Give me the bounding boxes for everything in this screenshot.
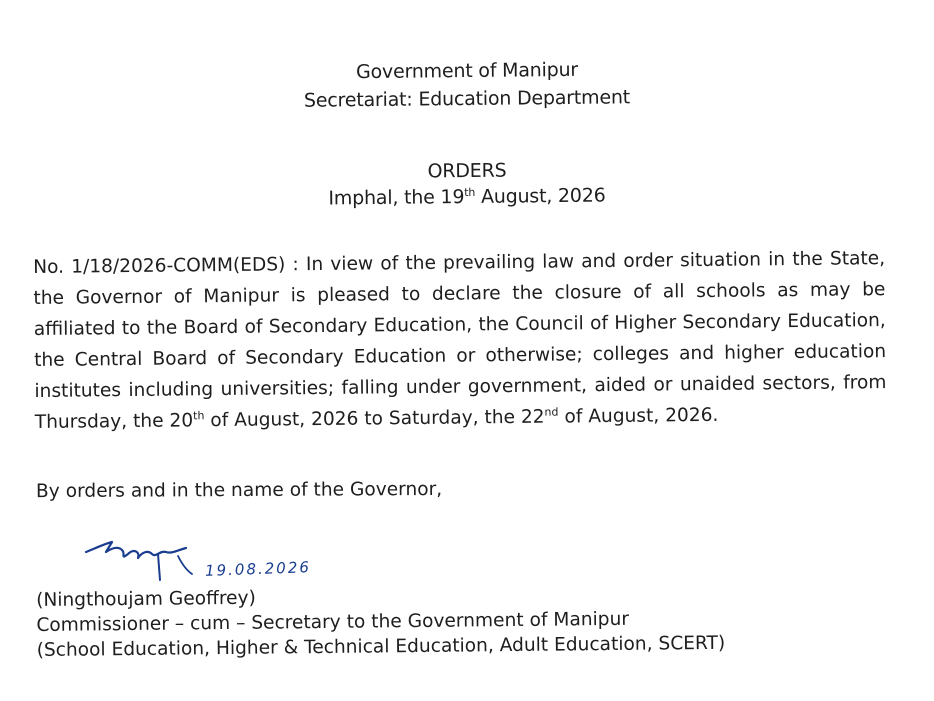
signature-date: 19.08.2026 [204, 558, 312, 580]
order-body [33, 243, 887, 438]
signatory-portfolio: (School Education, Higher & Technical Education, Adult Education, SCERT) [36, 632, 726, 661]
order-number: No. 1/18/2026-COMM(EDS) : [33, 254, 299, 278]
order-text-3: of August, 2026. [558, 404, 719, 428]
signatory-designation: Commissioner – cum – Secretary to the Government of Manipur [36, 608, 630, 636]
order-sup-1: th [193, 409, 205, 423]
closing-line: By orders and in the name of the Governor, [35, 478, 443, 503]
signature-stroke-main [86, 542, 186, 558]
government-title: Government of Manipur [355, 58, 579, 84]
signature-stroke-tail [178, 556, 192, 574]
signature-stroke-descender [158, 554, 160, 580]
signatory-name: (Ningthoujam Geoffrey) [36, 587, 256, 611]
orders-heading: ORDERS [427, 159, 507, 183]
place-date-prefix: Imphal, the 19 [328, 186, 465, 210]
place-date-sup: th [464, 185, 476, 200]
order-text-1: In view of the prevailing law and order situation in the State, the Governor of Manipur is pleased to declare the closure of all schools as may be affiliated to the Board of Secondary Education, the Council of Higher Secondary Education, the Central Board of Secondary Education or otherwise; colleges and higher education institutes including universities; falling under government, aided or unaided sectors, from Thursday, the 20 [33, 248, 887, 433]
signatory-block [36, 581, 725, 663]
place-date-suffix: August, 2026 [475, 184, 606, 208]
order-sup-2: nd [544, 405, 559, 419]
order-text-2: of August, 2026 to Saturday, the 22 [204, 406, 545, 432]
department-title: Secretariat: Education Department [303, 86, 631, 112]
place-date [0, 181, 934, 213]
